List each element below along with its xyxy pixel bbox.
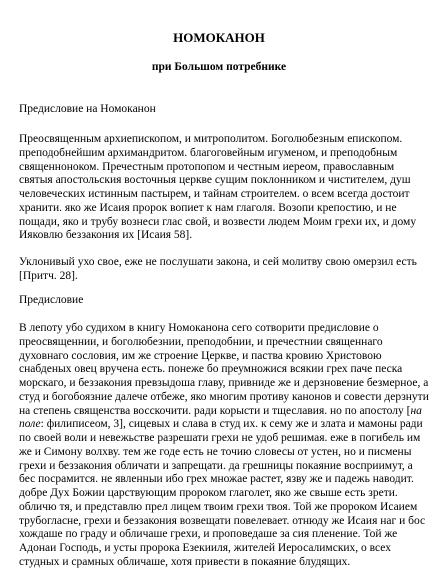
document-subtitle: при Большом потребнике xyxy=(151,61,287,73)
body-paragraph xyxy=(19,322,429,570)
preface-paragraph: Преосвященным архиепископом, и митрополитом. Боголюбезным епископом. преподобнейшим архимандритом. благоговейным игуменом, и преподобным священноноком. Пречестным протопопом и честным иереом, православным святыя апостольския восточныя церкве сущим поклонником и чистителем, душ человеческих истинным пастырем, и тайнам строителем. о всем всегда достоит хранити. яко же Исаия пророк вопиет к нам глаголя. Возопи крепостию, и не пощади, яко и трубу вознеси глас свой, и возвести людем Моим грехи их, и дому Ияковлю беззакония их [Исаия 58]. xyxy=(19,133,417,242)
second-heading: Предисловие xyxy=(19,294,84,306)
margin-note-label: на поле xyxy=(19,404,422,431)
body-text-end: : филиписеом, 3], сицевых и слава в студ их. к сему же и злата и мамоны ради по своей воли и невежьстве разрешати грехи не удоб решимая. еже в погибель им же и Симону волхву. тем же годе есть не точию словесы от устен, но и писмены грехи и беззакония обличати и запрещати. да грешницы покаяние восприимут, а бес посрамится. не явленныи ибо грех множае растет, язву же и падежь наводит. добре Дух Божии царствующим пророком глаголет, яко же свыше есть зрети. обличю тя, и представлю прел лицем твоим грехи твоя. Той же пророком Исаием трубогласне, грехи и беззакония возвещати повелевает. отнюду же Исаия наг и бос хождаше по граду и обличаше грехи, и проповедаше за сия пленение. Той же Адонаи Господь, и усты пророка Езекииля, жителей Иеросалимских, о всех студных и срамных обличаше, хотя привести в покаяние блудящих. xyxy=(19,418,426,568)
preface-heading: Предисловие на Номоканон xyxy=(19,103,156,115)
document-title: НОМОКАНОН xyxy=(173,30,265,45)
proverb-paragraph: Уклонивый ухо свое, еже не послушати закона, и сей молитву свою омерзил есть [Притч. 28]. xyxy=(19,256,417,282)
body-text-start: В лепоту убо судихом в книгу Номоканона сего сотворити предисловие о преосвященнии, и боголюбезнии, преподобнии, и пречестнии священнаго духовнаго сословия, им же строение Церкве, и паства кровию Христовою снабденых овец вручена есть. понеже бо преумножися всякии грех паче песка морскаго, и беззакония превзыдоша главу, привниде же и дерзновение безмерное, а студ и богобоязние далече отбеже, яко многим противу канонов и совести дерзнути на степень священства восскочити. ради корысти и тщеславия. но по апостолу [ xyxy=(19,322,429,417)
